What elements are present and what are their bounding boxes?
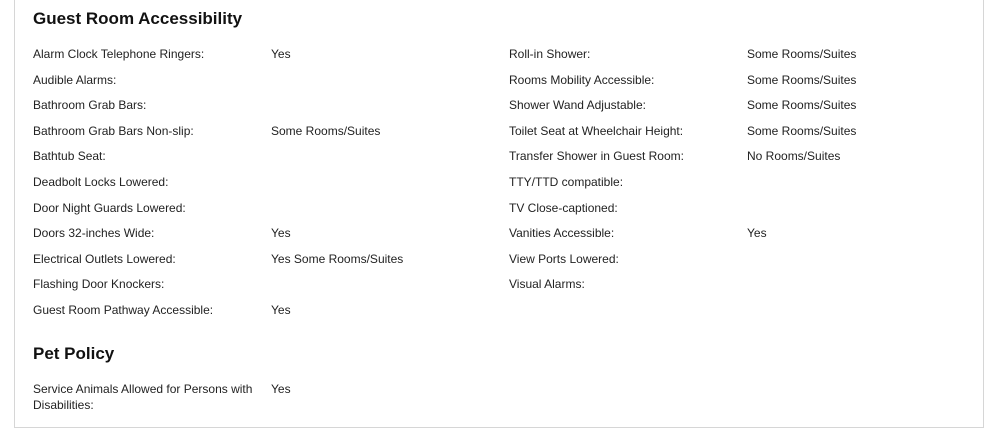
amenity-value: Some Rooms/Suites — [747, 72, 857, 87]
amenity-label: Rooms Mobility Accessible: — [509, 72, 655, 87]
amenity-label: Alarm Clock Telephone Ringers: — [33, 47, 205, 61]
amenity-value: Yes Some Rooms/Suites — [271, 251, 404, 266]
amenity-label: Shower Wand Adjustable: — [509, 98, 646, 113]
guest-room-accessibility-heading: Guest Room Accessibility — [33, 9, 243, 28]
amenity-value: No Rooms/Suites — [747, 149, 841, 164]
amenity-value: Some Rooms/Suites — [747, 98, 857, 113]
amenity-label: Bathtub Seat: — [33, 149, 106, 164]
amenity-value: Some Rooms/Suites — [747, 123, 857, 138]
amenity-label: Audible Alarms: — [33, 72, 117, 87]
pet-policy-heading: Pet Policy — [33, 344, 115, 363]
amenity-value: Yes — [271, 226, 291, 241]
amenity-value: Yes — [271, 47, 291, 61]
amenity-value: Some Rooms/Suites — [747, 47, 857, 61]
amenity-value: Yes — [271, 303, 291, 317]
amenity-value: Yes — [271, 382, 291, 396]
amenity-label: Roll-in Shower: — [509, 47, 591, 61]
amenity-label: Toilet Seat at Wheelchair Height: — [509, 123, 684, 138]
amenity-label: Visual Alarms: — [509, 277, 585, 292]
amenity-label: Vanities Accessible: — [509, 226, 615, 241]
amenity-label: Bathroom Grab Bars Non-slip: — [33, 123, 194, 138]
amenity-label: Deadbolt Locks Lowered: — [33, 175, 169, 189]
amenities-panel — [14, 0, 984, 428]
amenity-label: Doors 32-inches Wide: — [33, 226, 155, 241]
amenity-value: Yes — [747, 226, 767, 241]
amenity-label: TV Close-captioned: — [509, 200, 618, 215]
amenity-value: Some Rooms/Suites — [271, 123, 381, 138]
amenity-label: Electrical Outlets Lowered: — [33, 251, 176, 266]
amenity-label: Door Night Guards Lowered: — [33, 200, 186, 215]
amenity-label: Service Animals Allowed for Persons with Disabilities: — [33, 382, 253, 412]
amenity-label: Transfer Shower in Guest Room: — [509, 149, 684, 164]
amenity-label: Bathroom Grab Bars: — [33, 98, 147, 113]
amenity-label: Flashing Door Knockers: — [33, 277, 165, 292]
amenity-label: View Ports Lowered: — [509, 251, 619, 266]
amenity-label: Guest Room Pathway Accessible: — [33, 303, 214, 317]
amenity-label: TTY/TTD compatible: — [509, 175, 624, 189]
